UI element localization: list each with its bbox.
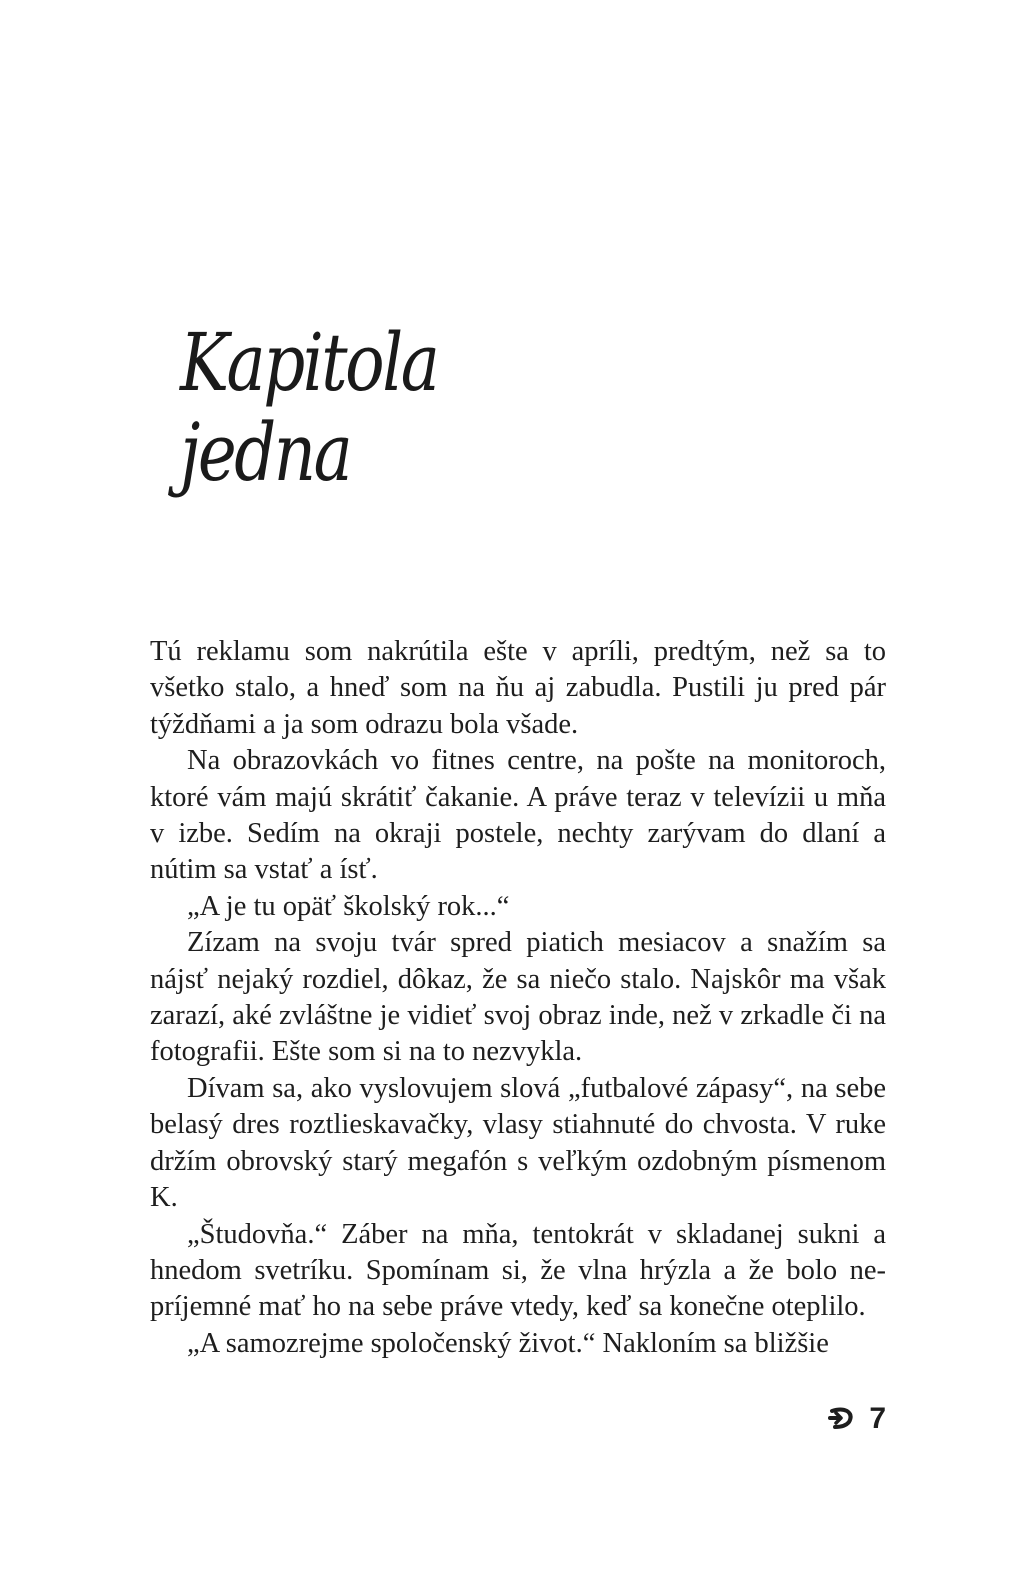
paragraph-5: Dívam sa, ako vyslovujem slová „futbalové zápasy“, na sebe belasý dres roztlieskavačky, vlasy stiahnuté do chvosta. V ruke držím obrovský starý megafón s veľkým ozdobným písmenom K. xyxy=(150,1072,886,1214)
chapter-title xyxy=(180,318,524,498)
curved-arrow-icon xyxy=(827,1406,861,1432)
paragraph-2: Na obrazovkách vo fitnes centre, na pošte na monitoroch, ktoré vám majú skrátiť čakanie. A práve teraz v televízii u mňa v izbe. Sedím na okraji postele, nechty zarývam do dlaní a nútim sa vstať a ísť. xyxy=(150,745,886,886)
paragraph-7: „A samozrejme spoločenský život.“ Nakloním sa bližšie xyxy=(187,1327,829,1359)
paragraph-3: „A je tu opäť školský rok...“ xyxy=(187,890,510,922)
paragraph-6: „Študovňa.“ Záber na mňa, tentokrát v skladanej sukni a hnedom svetríku. Spomínam si, že vlna hrýzla a že bolo nepríjemné mať ho na sebe práve vtedy, keď sa konečne oteplilo. xyxy=(150,1218,886,1323)
paragraph-1: Tú reklamu som nakrútila ešte v apríli, predtým, než sa to všetko stalo, a hneď som na ňu aj zabudla. Pustili ju pred pár týždňami a ja som odrazu bola všade. xyxy=(150,636,886,740)
chapter-title-line-2: jedna xyxy=(180,406,351,499)
page-footer xyxy=(827,1402,886,1436)
page-number: 7 xyxy=(869,1402,886,1435)
chapter-body xyxy=(150,634,886,1362)
chapter-title-line-1: Kapitola xyxy=(180,316,438,409)
paragraph-4: Zízam na svoju tvár spred piatich mesiacov a snažím sa nájsť nejaký rozdiel, dôkaz, že sa niečo stalo. Najskôr ma však zarazí, aké zvláštne je vidieť svoj obraz inde, než v zrkadle či na fotografii. Ešte som si na to nezvykla. xyxy=(150,927,886,1068)
